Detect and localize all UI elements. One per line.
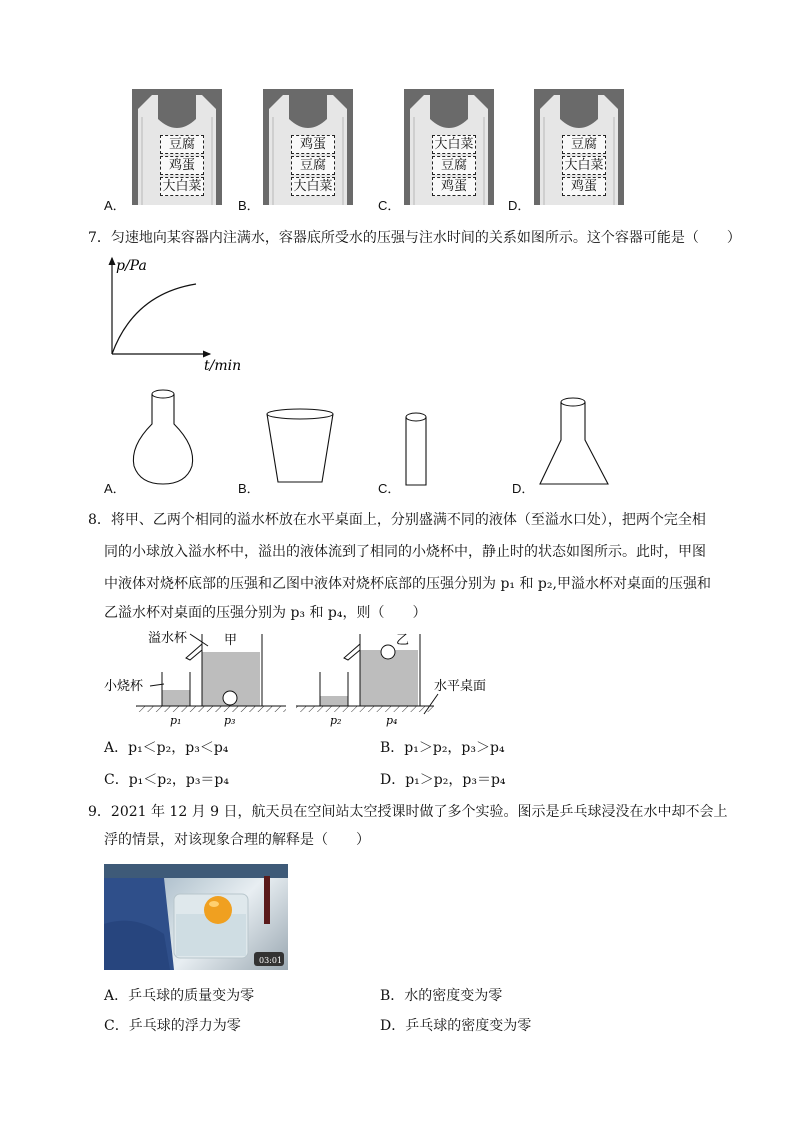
q9-stem-line2: 浮的情景，对该现象合理的解释是（ ） bbox=[104, 832, 370, 848]
label-p1: p₁ bbox=[170, 714, 182, 727]
q6-option-d-label[interactable]: D． bbox=[508, 198, 531, 213]
bag-b-item: 鸡蛋 bbox=[291, 135, 335, 154]
ball-right bbox=[381, 645, 395, 659]
bag-image-d bbox=[534, 89, 624, 205]
label-table: 水平桌面 bbox=[434, 679, 487, 694]
label-p2: p₂ bbox=[330, 714, 342, 727]
bag-c-item: 豆腐 bbox=[432, 156, 476, 175]
table-hatch-left bbox=[136, 706, 286, 712]
label-overflow-cup: 溢水杯 bbox=[148, 631, 188, 646]
q7-option-a-label[interactable]: A． bbox=[104, 481, 126, 496]
bag-b-item: 大白菜 bbox=[291, 177, 335, 196]
q6-option-c-label[interactable]: C． bbox=[378, 198, 401, 213]
bag-d-item: 鸡蛋 bbox=[562, 177, 606, 196]
q8-option-d[interactable]: D．p₁＞p₂，p₃＝p₄ bbox=[380, 772, 506, 788]
bag-a-label-stack bbox=[156, 135, 208, 198]
bag-c-item: 鸡蛋 bbox=[432, 177, 476, 196]
q7-option-c-label[interactable]: C． bbox=[378, 481, 401, 496]
container-d-conical-flask bbox=[536, 394, 616, 488]
q7-pressure-time-graph bbox=[100, 252, 250, 376]
container-c-cylinder bbox=[402, 411, 432, 487]
bag-a-item: 大白菜 bbox=[160, 177, 204, 196]
q9-option-a[interactable]: A．乒乓球的质量变为零 bbox=[104, 988, 255, 1004]
q8-stem-line1: 8．将甲、乙两个相同的溢水杯放在水平桌面上，分别盛满不同的液体（至溢水口处），把两个完全相 bbox=[88, 512, 706, 528]
bag-d-item: 豆腐 bbox=[562, 135, 606, 154]
q9-option-c[interactable]: C．乒乓球的浮力为零 bbox=[104, 1018, 241, 1034]
video-timestamp: 03:01 bbox=[259, 956, 283, 965]
bag-b-label-stack bbox=[287, 135, 339, 198]
q7-option-b-label[interactable]: B． bbox=[238, 481, 260, 496]
bag-d-label-stack bbox=[558, 135, 610, 198]
bag-c-item: 大白菜 bbox=[432, 135, 476, 154]
table-hatch-right bbox=[296, 706, 434, 712]
q8-stem-line4: 乙溢水杯对桌面的压强分别为 p₃ 和 p₄，则（ ） bbox=[104, 605, 427, 621]
q8-option-a[interactable]: A．p₁＜p₂，p₃＜p₄ bbox=[104, 740, 229, 756]
q9-option-b[interactable]: B．水的密度变为零 bbox=[380, 988, 503, 1004]
q9-stem-line1: 9．2021 年 12 月 9 日，航天员在空间站太空授课时做了多个实验。图示是乒乓球浸没在水中却不会上 bbox=[88, 804, 728, 820]
bag-image-a bbox=[132, 89, 222, 205]
ball-left bbox=[223, 691, 237, 705]
container-b-cup bbox=[264, 404, 336, 486]
q8-option-c[interactable]: C．p₁＜p₂，p₃＝p₄ bbox=[104, 772, 230, 788]
q7-stem: 7．匀速地向某容器内注满水，容器底所受水的压强与注水时间的关系如图所示。这个容器可能是（ ） bbox=[88, 230, 741, 246]
bag-d-item: 大白菜 bbox=[562, 156, 606, 175]
q9-option-d[interactable]: D．乒乓球的密度变为零 bbox=[380, 1018, 532, 1034]
q7-option-d-label[interactable]: D． bbox=[512, 481, 535, 496]
q8-option-b[interactable]: B．p₁＞p₂，p₃＞p₄ bbox=[380, 740, 505, 756]
label-p4: p₄ bbox=[386, 714, 398, 727]
photo-scene bbox=[104, 864, 288, 970]
label-p3: p₃ bbox=[224, 714, 236, 727]
label-jia: 甲 bbox=[224, 633, 238, 648]
bag-image-c bbox=[404, 89, 494, 205]
q6-option-b-label[interactable]: B． bbox=[238, 198, 260, 213]
bag-a-item: 鸡蛋 bbox=[160, 156, 204, 175]
space-class-photo bbox=[104, 864, 288, 970]
q8-overflow-cup-figure bbox=[104, 628, 504, 728]
graph-x-label: t/min bbox=[204, 358, 242, 374]
q6-option-a-label[interactable]: A． bbox=[104, 198, 126, 213]
bag-image-b bbox=[263, 89, 353, 205]
bag-b-item: 豆腐 bbox=[291, 156, 335, 175]
bag-a-item: 豆腐 bbox=[160, 135, 204, 154]
graph-y-label: p/Pa bbox=[116, 258, 147, 274]
label-small-beaker: 小烧杯 bbox=[104, 679, 144, 694]
q8-stem-line3: 中液体对烧杯底部的压强和乙图中液体对烧杯底部的压强分别为 p₁ 和 p₂,甲溢水杯对桌面的压强和 bbox=[104, 576, 711, 592]
container-a-flask bbox=[128, 386, 198, 486]
label-yi: 乙 bbox=[396, 633, 410, 648]
graph-curve bbox=[112, 284, 196, 354]
q8-stem-line2: 同的小球放入溢水杯中，溢出的液体流到了相同的小烧杯中，静止时的状态如图所示。此时，甲图 bbox=[104, 544, 706, 560]
bag-c-label-stack bbox=[428, 135, 480, 198]
